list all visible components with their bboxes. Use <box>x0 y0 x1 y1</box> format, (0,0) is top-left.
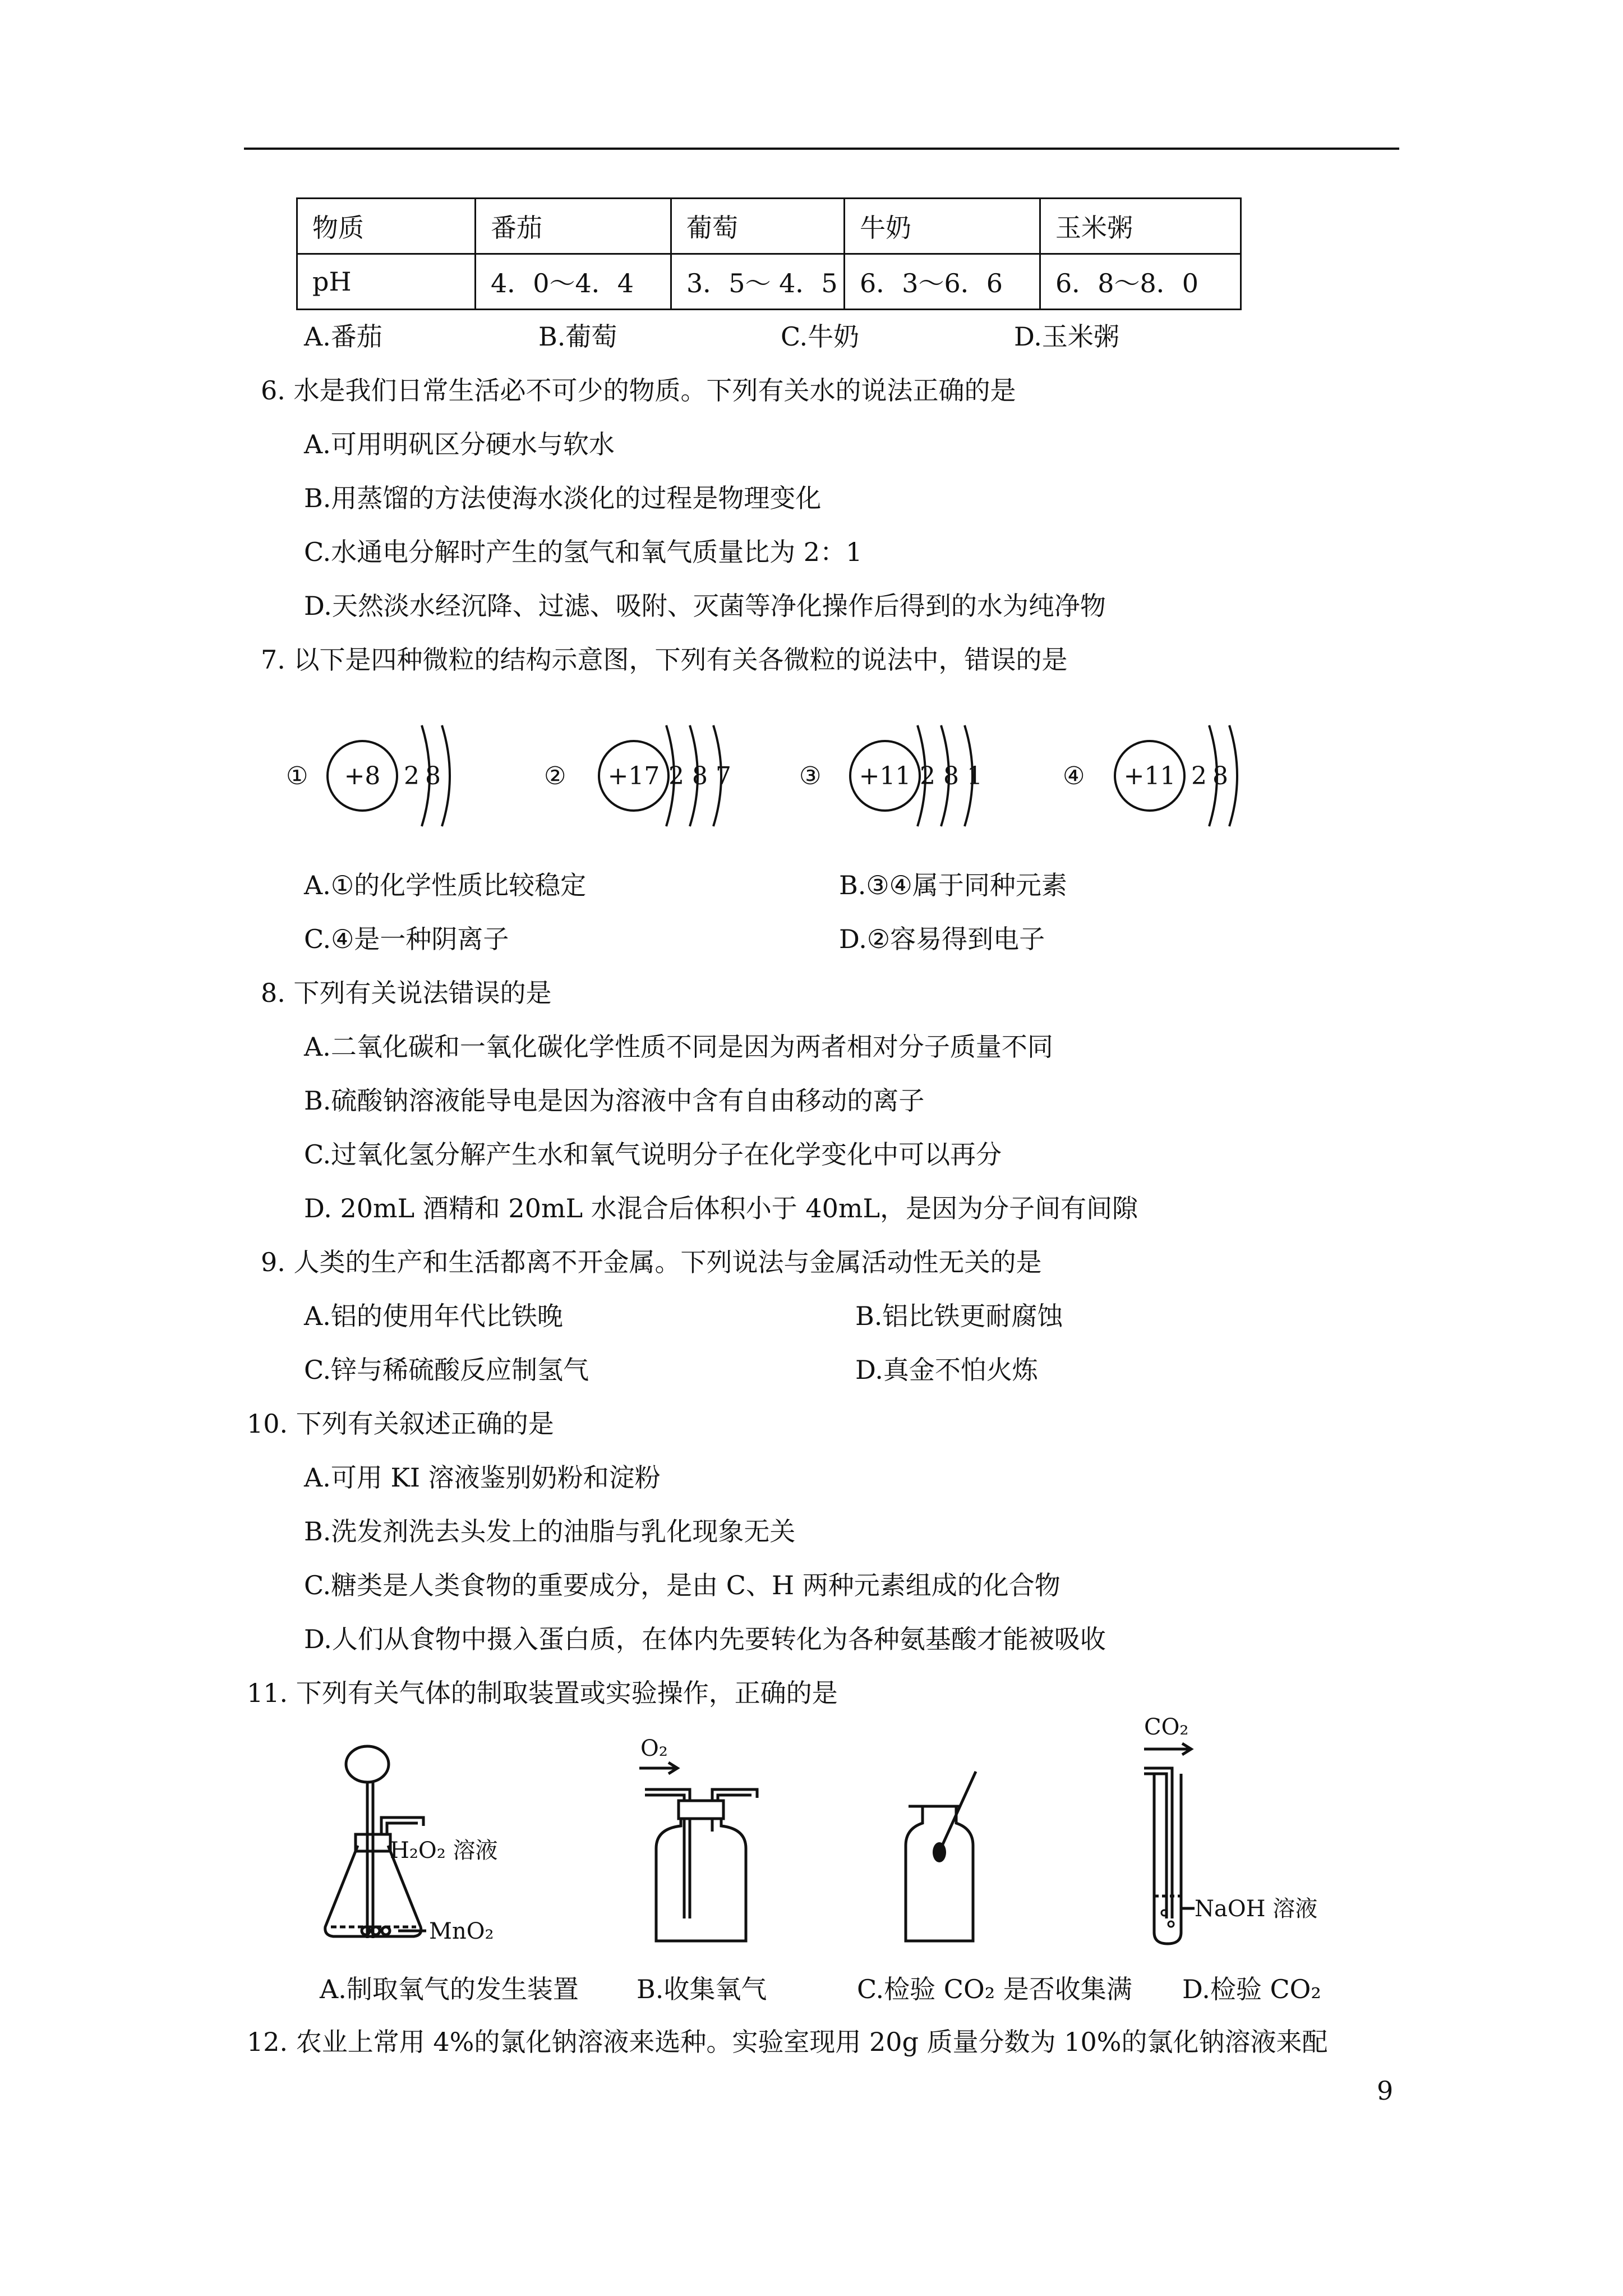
particle-3-shell-3: 1 <box>967 762 983 790</box>
label-naoh-solution: NaOH 溶液 <box>1195 1896 1318 1922</box>
q8-option-d: D. 20mL 酒精和 20mL 水混合后体积小于 40mL，是因为分子间有间隙 <box>304 1193 1138 1223</box>
particle-4-shell-1: 2 <box>1191 762 1207 790</box>
particle-4-label: ④ <box>1063 762 1085 790</box>
page-number: 9 <box>1377 2076 1394 2106</box>
particle-1-nucleus: +8 <box>344 762 381 790</box>
header-rule <box>244 148 1399 150</box>
q7-option-c: C.④是一种阴离子 <box>304 924 509 954</box>
q11-option-d: D.检验 CO₂ <box>1182 1974 1321 2004</box>
particle-2-shell-1: 2 <box>668 762 684 790</box>
particle-3-shell-2: 8 <box>943 762 959 790</box>
particle-2-shell-2: 8 <box>692 762 708 790</box>
q9-option-a: A.铝的使用年代比铁晚 <box>304 1301 563 1331</box>
particle-1-shell-2: 8 <box>425 762 441 790</box>
q10-option-c: C.糖类是人类食物的重要成分，是由 C、H 两种元素组成的化合物 <box>304 1570 1061 1600</box>
q6-stem: 6. 水是我们日常生活必不可少的物质。下列有关水的说法正确的是 <box>261 375 1016 406</box>
label-o2: O₂ <box>640 1736 668 1761</box>
q7-option-b: B.③④属于同种元素 <box>839 870 1067 900</box>
q6-option-c: C.水通电分解时产生的氢气和氧气质量比为 2：1 <box>304 537 863 567</box>
q11-option-c: C.检验 CO₂ 是否收集满 <box>857 1974 1132 2004</box>
q7-option-d: D.②容易得到电子 <box>839 924 1045 954</box>
label-h2o2-solution: H₂O₂ 溶液 <box>390 1838 498 1864</box>
apparatus-b-collection-bottle <box>634 1733 774 1952</box>
q9-option-d: D.真金不怕火炼 <box>855 1355 1038 1385</box>
apparatus-a-generator <box>314 1733 550 1952</box>
table-cell: 玉米粥 <box>1040 199 1241 254</box>
q6-option-a: A.可用明矾区分硬水与软水 <box>304 429 615 459</box>
ph-table <box>296 197 1242 310</box>
apparatus-c-bottle-with-splint <box>897 1761 1009 1952</box>
table-row <box>297 254 1241 310</box>
table-cell: pH <box>297 254 476 310</box>
q7-stem: 7. 以下是四种微粒的结构示意图，下列有关各微粒的说法中，错误的是 <box>261 645 1068 675</box>
q9-option-b: B.铝比铁更耐腐蚀 <box>855 1301 1063 1331</box>
q5-option-c: C.牛奶 <box>781 321 860 352</box>
q5-option-d: D.玉米粥 <box>1014 321 1119 352</box>
q6-option-d: D.天然淡水经沉降、过滤、吸附、灭菌等净化操作后得到的水为纯净物 <box>304 591 1106 621</box>
q12-stem: 12. 农业上常用 4%的氯化钠溶液来选种。实验室现用 20g 质量分数为 10%的氯化钠溶液来配 <box>247 2027 1328 2057</box>
table-cell: 番茄 <box>476 199 671 254</box>
label-mno2: MnO₂ <box>429 1918 494 1944</box>
particle-structure-diagrams <box>275 711 1262 835</box>
q10-option-a: A.可用 KI 溶液鉴别奶粉和淀粉 <box>304 1462 661 1493</box>
particle-3-nucleus: +11 <box>859 762 911 790</box>
q8-stem: 8. 下列有关说法错误的是 <box>261 978 552 1008</box>
flame-icon <box>933 1842 946 1862</box>
table-cell: 牛奶 <box>845 199 1040 254</box>
q10-option-d: D.人们从食物中摄入蛋白质，在体内先要转化为各种氨基酸才能被吸收 <box>304 1624 1106 1654</box>
particle-2-label: ② <box>544 762 566 790</box>
q7-option-a: A.①的化学性质比较稳定 <box>304 870 587 900</box>
particle-1-shell-1: 2 <box>404 762 419 790</box>
q11-option-a: A.制取氧气的发生装置 <box>320 1974 579 2004</box>
table-cell: 6．3～6．6 <box>845 254 1040 310</box>
apparatus-d-test-tube <box>1138 1711 1380 1952</box>
particle-4-shell-2: 8 <box>1212 762 1228 790</box>
table-cell: 葡萄 <box>671 199 845 254</box>
q11-stem: 11. 下列有关气体的制取装置或实验操作，正确的是 <box>247 1678 838 1708</box>
q11-option-b: B.收集氧气 <box>637 1974 767 2004</box>
table-cell: 6．8～8．0 <box>1040 254 1241 310</box>
particle-4-nucleus: +11 <box>1123 762 1176 790</box>
q5-option-a: A.番茄 <box>304 321 382 352</box>
q10-stem: 10. 下列有关叙述正确的是 <box>247 1409 554 1439</box>
q6-option-b: B.用蒸馏的方法使海水淡化的过程是物理变化 <box>304 483 822 513</box>
table-cell: 3．5～ 4．5 <box>671 254 845 310</box>
q9-option-c: C.锌与稀硫酸反应制氢气 <box>304 1355 589 1385</box>
q8-option-a: A.二氧化碳和一氧化碳化学性质不同是因为两者相对分子质量不同 <box>304 1032 1053 1062</box>
q8-option-c: C.过氧化氢分解产生水和氧气说明分子在化学变化中可以再分 <box>304 1139 1002 1170</box>
particle-3-label: ③ <box>799 762 822 790</box>
q9-stem: 9. 人类的生产和生活都离不开金属。下列说法与金属活动性无关的是 <box>261 1247 1042 1277</box>
table-cell: 物质 <box>297 199 476 254</box>
q10-option-b: B.洗发剂洗去头发上的油脂与乳化现象无关 <box>304 1516 796 1547</box>
label-co2: CO₂ <box>1144 1714 1189 1740</box>
particle-2-shell-3: 7 <box>716 762 731 790</box>
table-row <box>297 199 1241 254</box>
q8-option-b: B.硫酸钠溶液能导电是因为溶液中含有自由移动的离子 <box>304 1085 925 1116</box>
particle-1-label: ① <box>286 762 308 790</box>
q5-option-b: B.葡萄 <box>538 321 617 352</box>
particle-2-nucleus: +17 <box>607 762 660 790</box>
particle-3-shell-1: 2 <box>920 762 935 790</box>
table-cell: 4．0～4．4 <box>476 254 671 310</box>
